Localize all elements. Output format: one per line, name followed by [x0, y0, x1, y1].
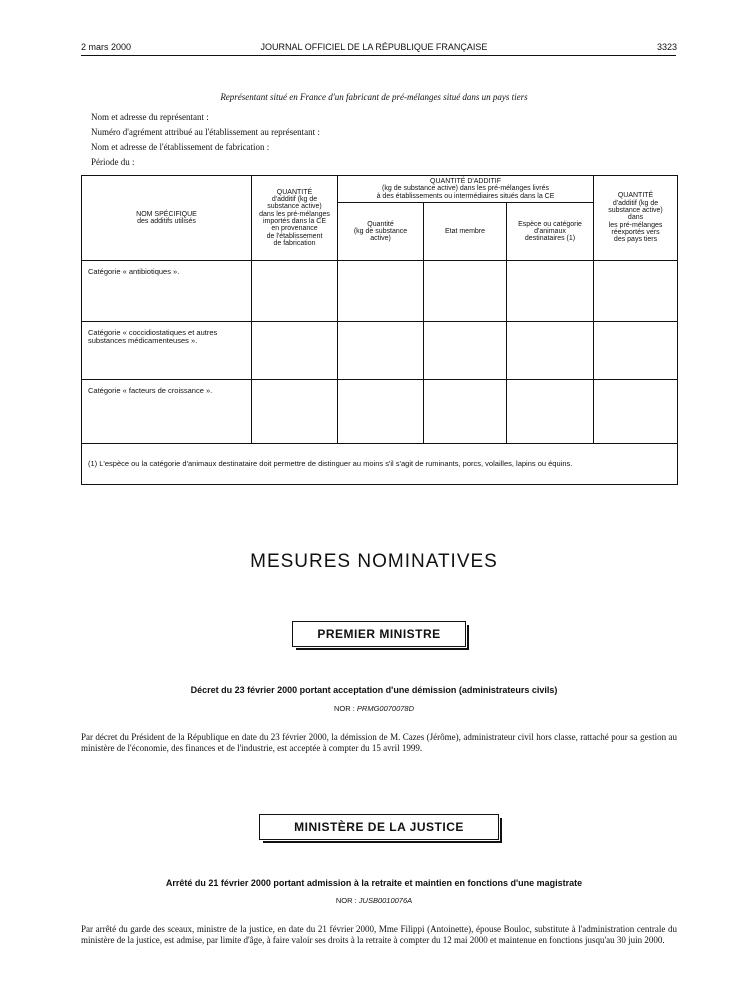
header-date: 2 mars 2000 — [81, 42, 132, 52]
decree-body: Par arrêté du garde des sceaux, ministre de la justice, en date du 21 février 2000, Mme Filippi (Antoinette), épouse Bouloc, substitute à l'administration centrale du ministère de la justice, est admise, par limite d'âge, à faire valoir ses droits à la retraite à compter du 12 mai 2000 et maintenue en fonctions jusqu'au 30 juin 2000. — [81, 924, 677, 945]
ministry-label: MINISTÈRE DE LA JUSTICE — [294, 820, 464, 834]
nor-reference: NOR : JUSB0010076A — [335, 896, 413, 905]
row-label: Catégorie « antibiotiques ». — [82, 261, 252, 322]
col-imported-header: QUANTITÉ d'additif (kg de substance active) dans les pré-mélanges importés dans la CE en provenance de l'établissement de fabrication — [252, 176, 338, 261]
sub-species-header: Espèce ou catégorie d'animaux destinataires (1) — [507, 203, 594, 261]
row-label: Catégorie « facteurs de croissance ». — [82, 380, 252, 444]
page-number: 3323 — [656, 42, 677, 52]
table-row — [82, 261, 678, 322]
header-rule — [81, 55, 676, 56]
col-reexported-header: QUANTITÉ d'additif (kg de substance active) dans les pré-mélanges réexportés vers des pays tiers — [594, 176, 678, 261]
section-title: MESURES NOMINATIVES — [250, 551, 498, 572]
nor-reference: NOR : PRMG0070078D — [333, 704, 415, 713]
table-footnote: (1) L'espèce ou la catégorie d'animaux destinataire doit permettre de distinguer au moins s'il s'agit de ruminants, porcs, volailles, lapins ou équins. — [82, 444, 678, 485]
row-label: Catégorie « coccidiostatiques et autres substances médicamenteuses ». — [82, 322, 252, 380]
field-manufacturing-site: Nom et adresse de l'établissement de fabrication : — [91, 142, 270, 152]
ministry-box-prime-minister — [292, 621, 466, 647]
journal-title: JOURNAL OFFICIEL DE LA RÉPUBLIQUE FRANÇAISE — [260, 42, 488, 52]
sub-state-header: Etat membre — [424, 203, 507, 261]
form-subtitle: Représentant situé en France d'un fabricant de pré-mélanges situé dans un pays tiers — [220, 92, 528, 102]
additives-table — [81, 175, 678, 485]
ministry-label: PREMIER MINISTRE — [317, 627, 441, 641]
nor-code: JUSB0010076A — [358, 896, 413, 905]
ministry-box-justice — [259, 814, 499, 840]
field-period: Période du : — [91, 157, 135, 167]
col-delivered-header: QUANTITÉ D'ADDITIF (kg de substance active) dans les pré-mélanges livrés à des établissements ou intermédiaires situés dans la CE — [338, 176, 594, 203]
field-representative: Nom et adresse du représentant : — [91, 112, 209, 122]
col-name-header: NOM SPÉCIFIQUE des additifs utilisés — [82, 176, 252, 261]
table-row — [82, 380, 678, 444]
nor-code: PRMG0070078D — [356, 704, 415, 713]
sub-quantity-header: Quantité (kg de substance active) — [338, 203, 424, 261]
decree-body: Par décret du Président de la République en date du 23 février 2000, la démission de M. Cazes (Jérôme), administrateur civil hors classe, rattaché pour sa gestion au ministère de l'économie, des finances et de l'industrie, est acceptée à compter du 15 avril 1999. — [81, 732, 677, 753]
decree-title: Décret du 23 février 2000 portant acceptation d'une démission (administrateurs civils) — [190, 685, 558, 695]
decree-title: Arrêté du 21 février 2000 portant admission à la retraite et maintien en fonctions d'une magistrate — [165, 878, 583, 888]
table-row — [82, 322, 678, 380]
field-approval-number: Numéro d'agrément attribué au l'établissement au représentant : — [91, 127, 320, 137]
